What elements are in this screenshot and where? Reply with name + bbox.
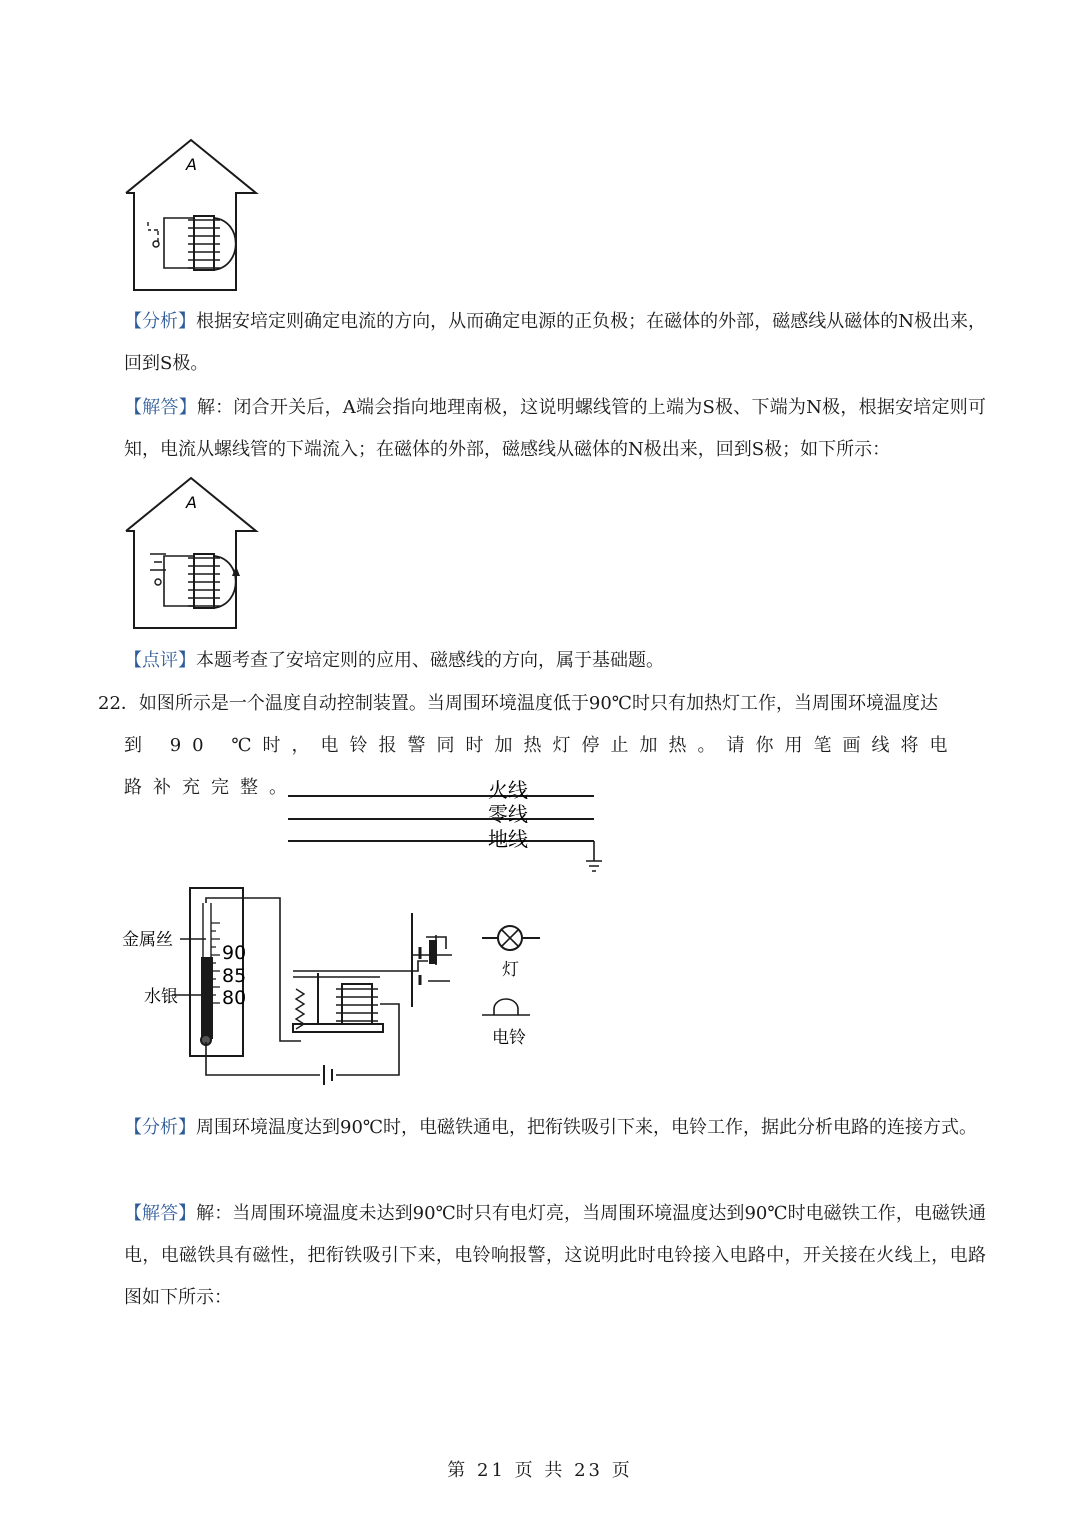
figure-1-label: A [186,155,197,174]
label-metal-wire: 金属丝 [122,930,173,950]
q21-comment [124,640,986,682]
answer-text: 解：闭合开关后，A端会指向地理南极，这说明螺线管的上端为S极、下端为N极，根据安培定则可知，电流从螺线管的下端流入；在磁体的外部，磁感线从磁体的N极出来，回到S极；如下所示： [124,397,987,460]
comment-text: 本题考查了安培定则的应用、磁感线的方向，属于基础题。 [196,650,664,671]
label-live-wire: 火线 [488,778,528,802]
answer-tag: 【解答】 [124,397,197,418]
q22-stem-line-2: 到 90 ℃时，电铃报警同时加热灯停止加热。请你用笔画线将电路补充完整。 [124,735,959,798]
q22-answer-text: 解：当周围环境温度未达到90℃时只有电灯亮，当周围环境温度达到90℃时电磁铁工作，电磁铁通电，电磁铁具有磁性，把衔铁吸引下来，电铃响报警，这说明此时电铃接入电路中，开关接在火线上，电路图如下所示： [124,1203,987,1308]
label-ground-wire: 地线 [488,827,528,851]
q22-analysis-tag: 【分析】 [124,1117,196,1138]
scale-80: 80 [222,987,247,1009]
q21-answer [124,387,986,471]
label-mercury: 水银 [144,987,178,1007]
analysis-tag: 【分析】 [124,311,197,332]
q22-stem-line-1 [98,683,986,725]
scale-85: 85 [222,965,247,987]
figure-2-label: A [186,493,197,512]
q22-analysis-text: 周围环境温度达到90℃时，电磁铁通电，把衔铁吸引下来，电铃工作，据此分析电路的连接方式。 [196,1117,978,1138]
label-neutral-wire: 零线 [488,802,528,826]
q22-figure [110,775,670,1095]
q21-figure-1 [118,136,264,296]
page-footer: 第 21 页 共 23 页 [447,1460,633,1481]
q22-answer [124,1193,986,1319]
q22-number: 22． [98,693,139,714]
q21-figure-2 [118,474,264,634]
analysis-text: 根据安培定则确定电流的方向，从而确定电源的正负极；在磁体的外部，磁感线从磁体的N极出来，回到S极。 [124,311,987,374]
q21-analysis [124,301,986,385]
label-lamp: 灯 [502,960,519,980]
comment-tag: 【点评】 [124,650,196,671]
q22-stem-text-1: 如图所示是一个温度自动控制装置。当周围环境温度低于90℃时只有加热灯工作，当周围环境温度达 [138,693,938,714]
label-bell: 电铃 [492,1028,526,1048]
scale-90: 90 [222,942,247,964]
q22-analysis [124,1107,986,1149]
q22-answer-tag: 【解答】 [124,1203,197,1224]
